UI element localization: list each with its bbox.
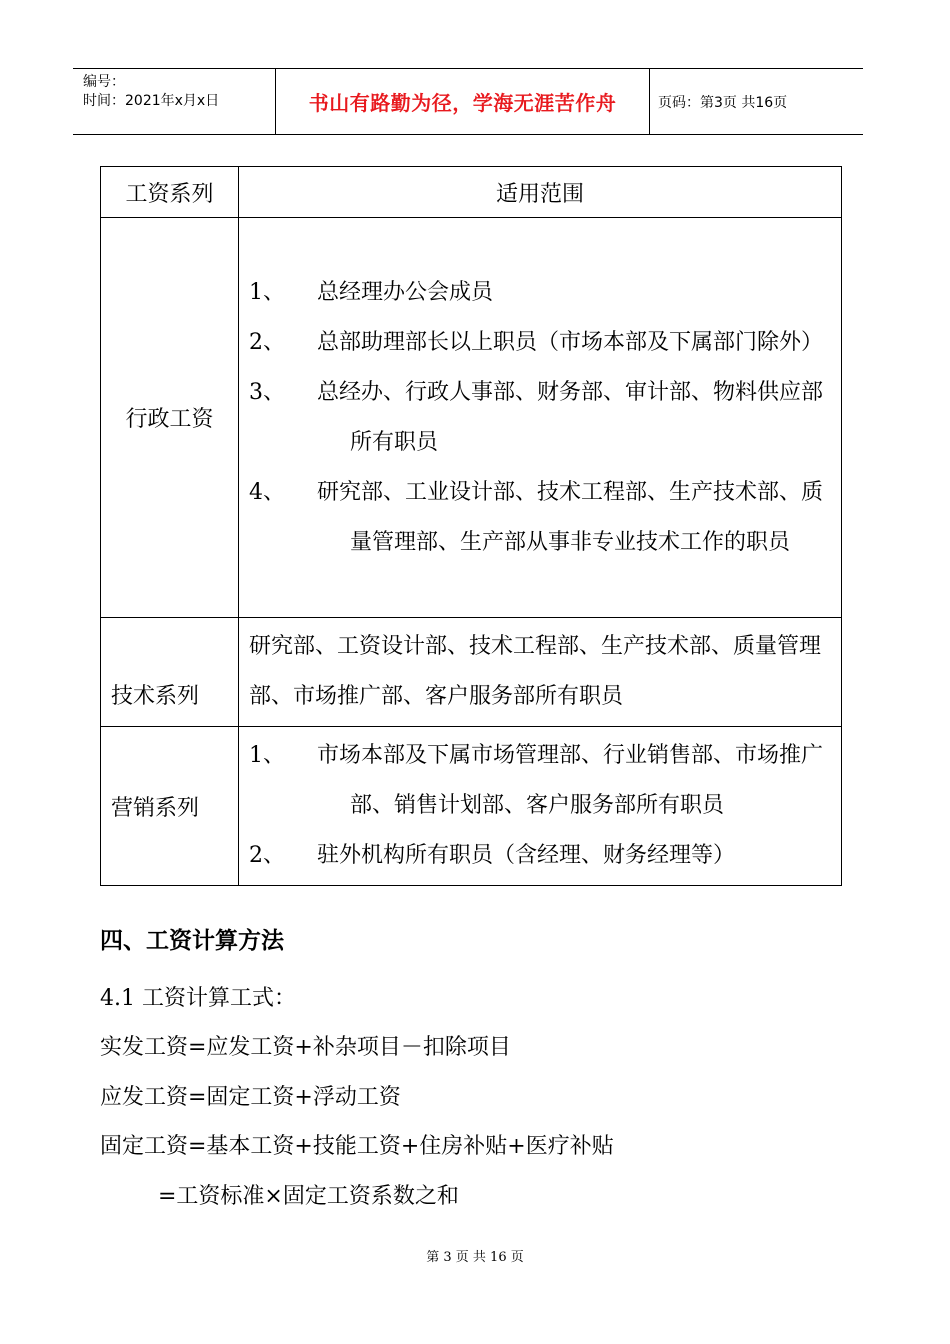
column-header-series: 工资系列 <box>101 167 239 218</box>
series-cell: 营销系列 <box>101 727 239 886</box>
scope-cell <box>239 727 842 886</box>
series-cell <box>101 618 239 727</box>
list-item <box>249 731 833 831</box>
scope-text: 研究部、工资设计部、技术工程部、生产技术部、质量管理部、市场推广部、客户服务部所有职员 <box>249 634 822 709</box>
item-number: 4、 <box>249 479 285 505</box>
table-header-row <box>101 167 842 218</box>
item-text: 总经理办公会成员 <box>317 279 494 305</box>
item-number: 3、 <box>249 379 285 405</box>
item-number: 1、 <box>249 743 285 768</box>
time-label: 时间：2021年x月x日 <box>83 93 220 109</box>
item-number: 2、 <box>249 843 285 868</box>
number-label: 编号： <box>83 74 125 90</box>
series-label: 技术系列 <box>111 684 200 709</box>
page-header <box>73 68 863 135</box>
column-header-scope: 适用范围 <box>239 167 842 218</box>
section-subtitle: 4.1 工资计算工式： <box>100 986 296 1011</box>
table-row <box>101 618 842 727</box>
item-text: 总部助理部长以上职员（市场本部及下属部门除外） <box>317 329 824 355</box>
item-text: 研究部、工业设计部、技术工程部、生产技术部、质量管理部、生产部从事非专业技术工作的职员 <box>317 479 824 555</box>
list-item <box>249 268 833 318</box>
header-page-label: 页码：第3页 共16页 <box>658 94 788 111</box>
header-meta <box>73 69 275 134</box>
table-row <box>101 218 842 618</box>
formula-line: 实发工资=应发工资+补杂项目－扣除项目 <box>100 1035 511 1060</box>
item-number: 1、 <box>249 279 285 305</box>
series-cell: 行政工资 <box>101 218 239 618</box>
formula-line: =工资标准×固定工资系数之和 <box>158 1184 459 1209</box>
list-item <box>249 318 833 368</box>
page-footer: 第 3 页 共 16 页 <box>426 1250 524 1265</box>
item-text: 驻外机构所有职员（含经理、财务经理等） <box>317 843 736 868</box>
list-item <box>249 368 833 468</box>
item-number: 2、 <box>249 329 285 355</box>
list-item <box>249 468 833 568</box>
header-motto: 书山有路勤为径，学海无涯苦作舟 <box>275 69 650 134</box>
scope-cell <box>239 618 842 727</box>
formula-line: 应发工资=固定工资+浮动工资 <box>100 1085 401 1110</box>
section-title: 四、工资计算方法 <box>100 928 284 954</box>
list-item <box>249 831 833 881</box>
salary-scope-table <box>100 166 842 886</box>
formula-line: 固定工资=基本工资+技能工资+住房补贴+医疗补贴 <box>100 1134 614 1159</box>
item-text: 总经办、行政人事部、财务部、审计部、物料供应部所有职员 <box>317 379 824 455</box>
item-text: 市场本部及下属市场管理部、行业销售部、市场推广部、销售计划部、客户服务部所有职员 <box>317 743 824 818</box>
scope-cell <box>239 218 842 618</box>
table-row <box>101 727 842 886</box>
